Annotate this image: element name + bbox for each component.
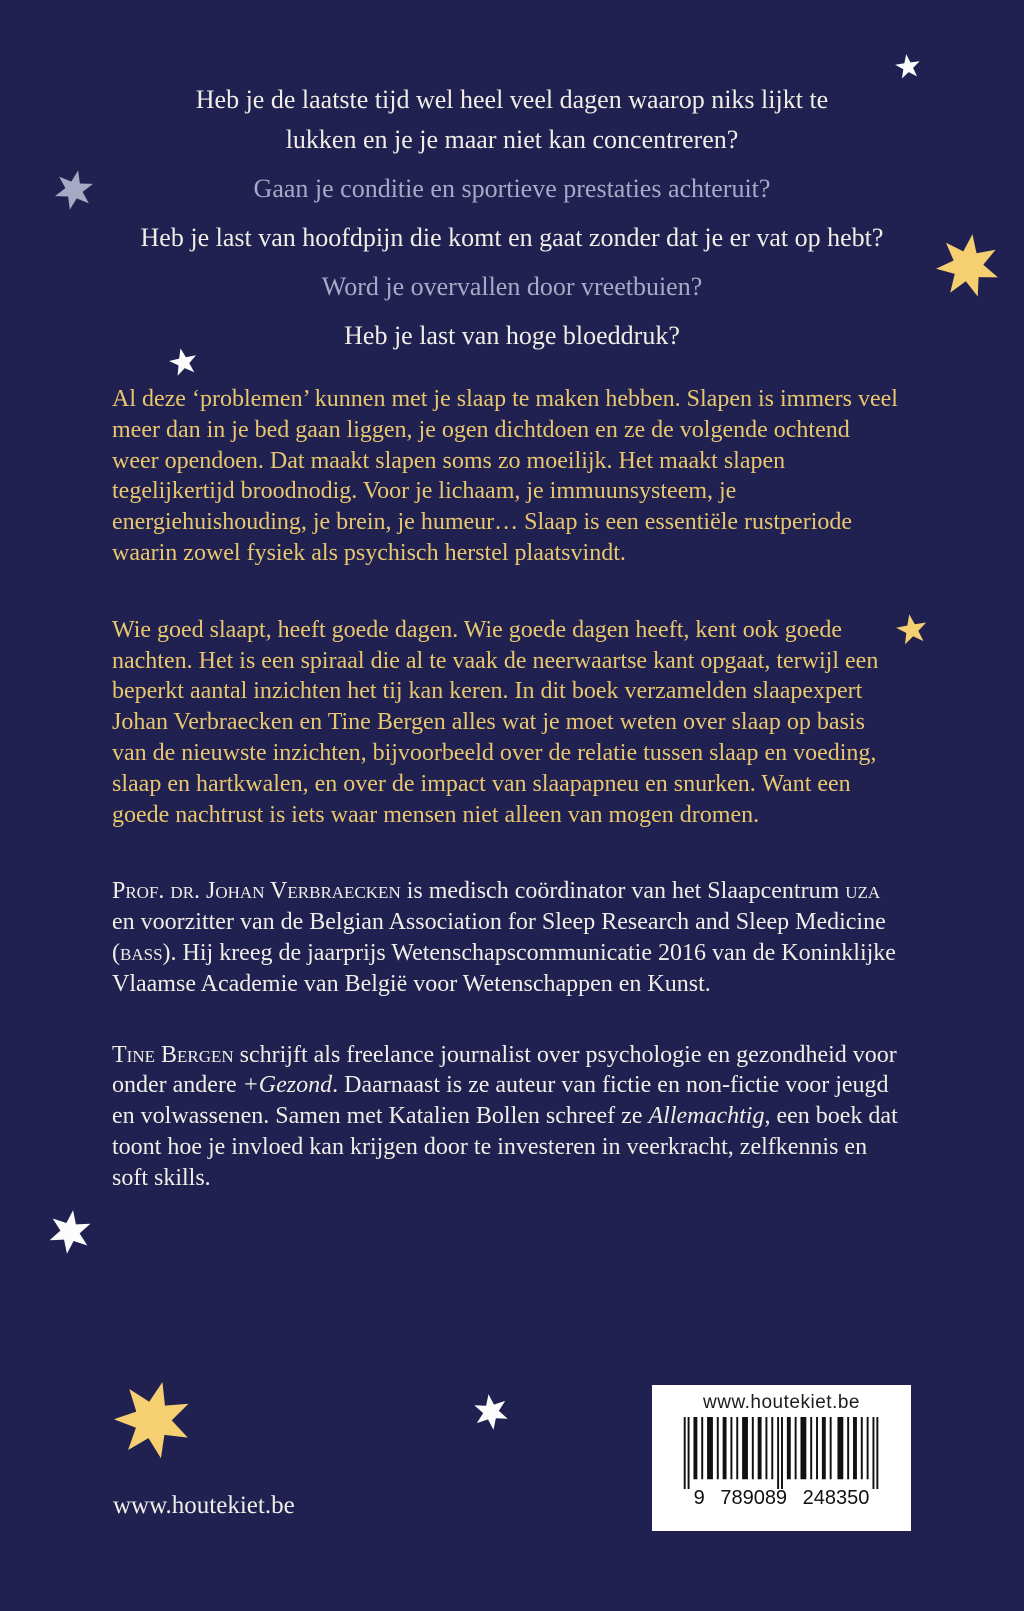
bio-johan-verbraecken	[112, 876, 898, 999]
bio-bergen-text-2: . Daarnaast is ze auteur van fictie en non-fictie voor jeugd en volwassenen. Samen met Katalien Bollen schreef ze	[112, 1072, 889, 1130]
bio-verbraecken-text-3: ). Hij kreeg de jaarprijs Wetenschapscommunicatie 2016 van de Koninklijke Vlaamse Academie van België voor Wetenschappen en Kunst.	[112, 939, 896, 997]
bio-bergen-text-3: , een boek dat toont hoe je invloed kan krijgen door te investeren in veerkracht, zelfkennis en soft skills.	[112, 1103, 898, 1191]
isbn-number: 9 789089 248350	[693, 1487, 870, 1509]
star-icon-right-gold-small	[893, 611, 930, 648]
author-name-verbraecken: Prof. dr. Johan Verbraecken	[112, 878, 401, 905]
abbreviation-uza: uza	[845, 878, 881, 905]
barcode-bars	[679, 1417, 885, 1489]
bio-verbraecken-text-2: en voorzitter van de Belgian Association for Sleep Research and Sleep Medicine (	[112, 909, 886, 966]
question-1-line-1: Heb je de laatste tijd wel heel veel dagen waarop niks lijkt te	[195, 85, 829, 114]
teaser-questions	[50, 80, 974, 356]
blurb-paragraph-intro: Al deze ‘problemen’ kunnen met je slaap te maken hebben. Slapen is immers veel meer dan in je bed gaan liggen, je ogen dichtdoen en ze de volgende ochtend weer opendoen. Dat maakt slapen soms zo moeilijk. Het maakt slapen tegelijkertijd broodnodig. Voor je lichaam, je immuunsysteem, je energiehuishouding, je brein, je humeur… Slaap is een essentiële rustperiode waarin zowel fysiek als psychisch herstel plaatsvindt.	[112, 386, 898, 566]
star-icon-bottom-left-gold	[106, 1373, 201, 1468]
question-4: Word je overvallen door vreetbuien?	[321, 272, 703, 301]
star-icon-left-lower-white	[45, 1207, 95, 1257]
star-icon-top-right	[893, 52, 922, 81]
bio-bergen-text-1: schrijft als freelance journalist over psychologie en gezondheid voor onder andere	[112, 1041, 897, 1099]
book-title-allemachtig: Allemachtig	[648, 1103, 765, 1130]
question-3: Heb je last van hoofdpijn die komt en gaat zonder dat je er vat op hebt?	[140, 223, 884, 252]
barcode-website: www.houtekiet.be	[703, 1392, 860, 1413]
star-icon-bottom-middle-white	[471, 1392, 512, 1433]
question-1-line-2: lukken en je je maar niet kan concentreren?	[285, 125, 739, 154]
publisher-website: www.houtekiet.be	[113, 1492, 295, 1519]
author-name-bergen: Tine Bergen	[112, 1041, 234, 1068]
bio-verbraecken-text-1: is medisch coördinator van het Slaapcentrum	[400, 878, 846, 905]
barcode-block	[652, 1385, 911, 1531]
question-5: Heb je last van hoge bloeddruk?	[344, 321, 680, 350]
back-cover-text	[112, 384, 898, 1194]
question-2: Gaan je conditie en sportieve prestaties achteruit?	[253, 174, 771, 203]
magazine-title-gezond: +Gezond	[242, 1072, 333, 1099]
bio-tine-bergen	[112, 1040, 898, 1194]
abbreviation-bass: bass	[120, 939, 163, 966]
blurb-paragraph-spiral: Wie goed slaapt, heeft goede dagen. Wie goede dagen heeft, kent ook goede nachten. Het is een spiraal die al te vaak de neerwaartse kant opgaat, terwijl een beperkt aantal inzichten het tij kan keren. In dit boek verzamelden slaapexpert Johan Verbraecken en Tine Bergen alles wat je moet weten over slaap op basis van de nieuwste inzichten, bijvoorbeeld over de relatie tussen slaap en voeding, slaap en hartkwalen, en over de impact van slaapapneu en snurken. Want een goede nachtrust is iets waar mensen niet alleen van mogen dromen.	[112, 616, 879, 828]
